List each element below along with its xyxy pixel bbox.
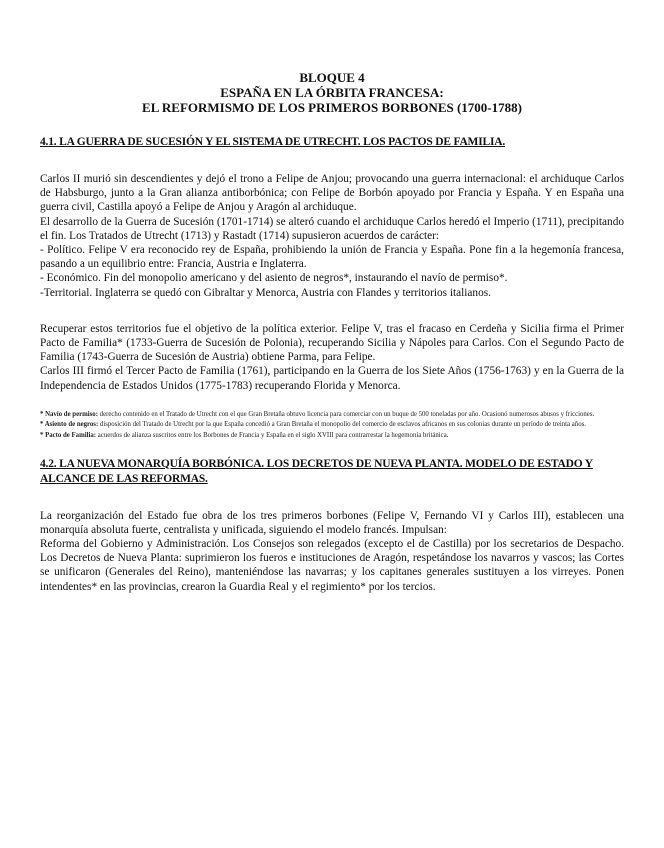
paragraph: - Económico. Fin del monopolio americano y del asiento de negros*, instaurando el navío de permiso*. [40,272,508,285]
footnotes [40,411,624,441]
paragraph: Carlos III firmó el Tercer Pacto de Familia (1761), participando en la Guerra de los Siete Años (1756-1763) y en la Guerra de la Independencia de Estados Unidos (1775-1783) recuperando Florida y Menorca. [40,365,624,392]
section-2-title: 4.2. LA NUEVA MONARQUÍA BORBÓNICA. LOS DECRETOS DE NUEVA PLANTA. MODELO DE ESTADO Y ALCANCE DE LAS REFORMAS. [40,457,593,485]
footnote-text: derecho contenido en el Tratado de Utrecht con el que Gran Bretaña obtuvo licencia para comerciar con un buque de 500 toneladas por año. Ocasionó numerosos abusos y fricciones. [97,410,595,418]
section-1-body-2 [40,322,624,393]
paragraph: - Político. Felipe V era reconocido rey de España, prohibiendo la unión de Francia y España. Pone fin a la hegemonía francesa, pasando a un equilibrio entre: Francia, Austria e Inglaterra. [40,244,624,271]
paragraph: -Territorial. Inglaterra se quedó con Gibraltar y Menorca, Austria con Flandes y territorios italianos. [40,286,491,299]
section-1-title: 4.1. LA GUERRA DE SUCESIÓN Y EL SISTEMA DE UTRECHT. LOS PACTOS DE FAMILIA. [40,136,505,148]
footnote-text: disposición del Tratado de Utrecht por la que España concedió a Gran Bretaña el monopolio del comercio de esclavos africanos en sus colonias durante un período de treinta años. [98,421,586,429]
paragraph: Recuperar estos territorios fue el objetivo de la política exterior. Felipe V, tras el fracaso en Cerdeña y Sicilia firma el Primer Pacto de Familia* (1733-Guerra de Sucesión de Polonia), recuperando Sicilia y Nápoles para Carlos. Con el Segundo Pacto de Familia (1743-Guerra de Sucesión de Austria) obtiene Parma, para Felipe. [40,322,624,364]
section-1-body [40,172,624,300]
footnote [40,411,624,420]
paragraph: Carlos II murió sin descendientes y dejó el trono a Felipe de Anjou; provocando una guerra internacional: el archiduque Carlos de Habsburgo, junto a la Gran alianza antiborbónica; con Felipe de Borbón apoyado por Francia y España. Y en España una guerra civil, Castilla apoyó a Felipe de Anjou y Aragón al archiduque. [40,173,624,214]
footnote [40,421,624,430]
paragraph: Reforma del Gobierno y Administración. Los Consejos son relegados (excepto el de Castilla) por los secretarios de Despacho. Los Decretos de Nueva Planta: suprimieron los fueros e instituciones de Aragón, respetándose los navarros y vascos; las Cortes se unificaron (Generales del Reino), manteniéndose las navarras; y los capitanes generales sustituyen a los virreyes. Ponen intendentes* en las provincias, crearon la Guardia Real y el regimiento* por los tercios. [40,538,624,593]
document-page [40,70,624,594]
footnote [40,432,624,441]
section-2-body [40,509,624,594]
footnote-term: * Pacto de Familia: [40,432,97,440]
footnote-term: * Asiento de negros: [40,421,99,429]
footnote-text: acuerdos de alianza suscritos entre los Borbones de Francia y España en el siglo XVIII para contrarrestar la hegemonía británica. [96,432,449,440]
block-title: ESPAÑA EN LA ÓRBITA FRANCESA: [220,85,444,100]
paragraph: El desarrollo de la Guerra de Sucesión (1701-1714) se alteró cuando el archiduque Carlos heredó el Imperio (1711), precipitando el fin. Los Tratados de Utrecht (1713) y Rastadt (1714) supusieron acuerdos de carácter: [40,215,624,242]
footnote-term: * Navío de permiso: [40,410,98,418]
block-number: BLOQUE 4 [299,70,365,85]
block-subtitle: EL REFORMISMO DE LOS PRIMEROS BORBONES (1700-1788) [142,100,522,115]
paragraph: La reorganización del Estado fue obra de los tres primeros borbones (Felipe V, Fernando VI y Carlos III), establecen una monarquía absoluta fuerte, centralista y unificada, siguiendo el modelo francés. Impulsan: [40,509,624,536]
